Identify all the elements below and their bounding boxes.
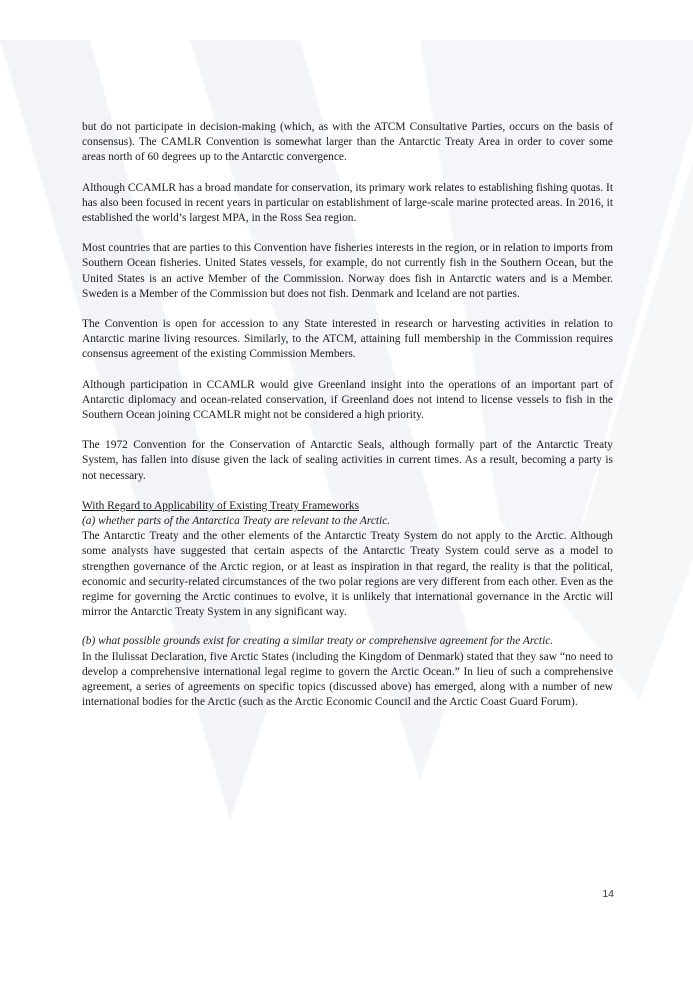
subsection-b-title: (b) what possible grounds exist for creating a similar treaty or comprehensive agreement for the Arctic. <box>82 635 554 648</box>
paragraph-greenland-participation: Although participation in CCAMLR would give Greenland insight into the operations of an important part of Antarctic diplomacy and ocean-related conservation, if Greenland does not intend to license vessels to fish in the Southern Ocean joining CCAMLR might not be considered a high priority. <box>82 378 613 422</box>
section-arctic-agreement <box>82 634 613 710</box>
subsection-b-body: In the Ilulissat Declaration, five Arctic States (including the Kingdom of Denmark) stated that they saw “no need to develop a comprehensive international legal regime to govern the Arctic Ocean.” In lieu of such a comprehensive agreement, a series of agreements on specific topics (discussed above) has emerged, along with a number of new international bodies for the Arctic (such as the Arctic Economic Council and the Arctic Coast Guard Forum). <box>82 650 613 709</box>
paragraph-camlr-participation: but do not participate in decision-making (which, as with the ATCM Consultative Parties, occurs on the basis of consensus). The CAMLR Convention is somewhat larger than the Antarctic Treaty Area in order to cover some areas north of 60 degrees up to the Antarctic convergence. <box>82 121 613 164</box>
subsection-a-title: (a) whether parts of the Antarctica Treaty are relevant to the Arctic. <box>82 515 391 528</box>
section-heading: With Regard to Applicability of Existing Treaty Frameworks <box>82 499 360 512</box>
subsection-a-body: The Antarctic Treaty and the other elements of the Antarctic Treaty System do not apply to the Arctic. Although some analysts have suggested that certain aspects of the Antarctic Treaty System could serve as a model to strengthen governance of the Arctic region, or at least as inspiration in that regard, the reality is that the political, economic and security-related circumstances of the two polar regions are very different from each other. Even as the regime for governing the Arctic continues to evolve, it is unlikely that international governance in the Arctic will mirror the Antarctic Treaty System in any significant way. <box>82 530 613 619</box>
paragraph-parties-fisheries: Most countries that are parties to this Convention have fisheries interests in the region, or in relation to imports from Southern Ocean fisheries. United States vessels, for example, do not currently fish in the Southern Ocean, but the United States is an active Member of the Commission. Norway does fish in Antarctic waters and is a Member. Sweden is a Member of the Commission but does not fish. Denmark and Iceland are not parties. <box>82 242 613 300</box>
document-body <box>82 120 613 725</box>
section-applicability <box>82 499 613 621</box>
page-number: 14 <box>602 888 614 900</box>
paragraph-seals-convention: The 1972 Convention for the Conservation of Antarctic Seals, although formally part of the Antarctic Treaty System, has fallen into disuse given the lack of sealing activities in current times. As a result, becoming a party is not necessary. <box>82 439 613 482</box>
paragraph-ccamlr-mandate: Although CCAMLR has a broad mandate for conservation, its primary work relates to establishing fishing quotas. It has also been focused in recent years in particular on establishment of large-scale marine protected areas. In 2016, it established the world’s largest MPA, in the Ross Sea region. <box>82 181 613 225</box>
paragraph-accession: The Convention is open for accession to any State interested in research or harvesting activities in relation to Antarctic marine living resources. Similarly, to the ATCM, attaining full membership in the Commission requires consensus agreement of the existing Commission Members. <box>82 318 613 361</box>
